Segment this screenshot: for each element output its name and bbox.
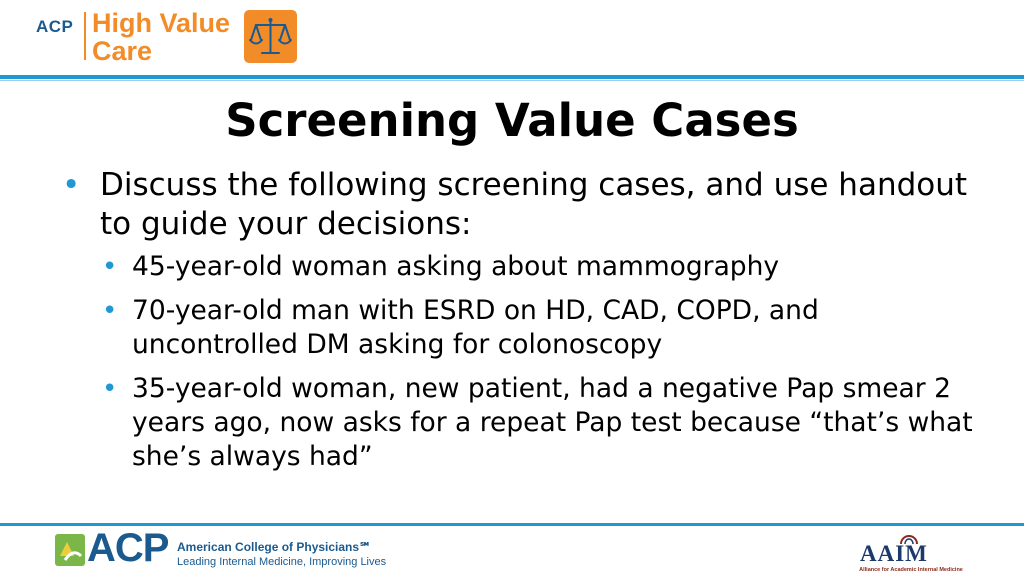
scales-of-justice-icon [244, 10, 297, 63]
slide-title: Screening Value Cases [225, 94, 799, 147]
sub-bullet [102, 250, 980, 284]
slide-content [62, 166, 980, 484]
sub-bullet-text: 45-year-old woman asking about mammography [132, 251, 780, 282]
aaim-footer-logo [846, 532, 976, 574]
bullet-marker: • [102, 374, 118, 404]
high-value-care-logo [36, 8, 306, 68]
sub-bullet [102, 294, 980, 362]
aaim-subtitle: Alliance for Academic Internal Medicine [859, 567, 963, 573]
sub-bullet-text: 35-year-old woman, new patient, had a negative Pap smear 2 years ago, now asks for a repeat Pap test because “that’s what she’s always had” [132, 373, 973, 472]
acp-mark-icon [55, 534, 85, 566]
hv-logo-line1: High Value [92, 8, 231, 38]
sub-bullet-text: 70-year-old man with ESRD on HD, CAD, COPD, and uncontrolled DM asking for colonoscopy [132, 295, 819, 360]
acp-tagline: Leading Internal Medicine, Improving Lives [177, 556, 387, 568]
aaim-wordmark: AAIM [860, 541, 928, 566]
bullet-marker: • [62, 167, 81, 203]
header-divider-shadow [0, 80, 1024, 81]
sub-bullet-list [102, 250, 980, 474]
bullet-marker: • [102, 252, 118, 282]
header-divider [0, 75, 1024, 79]
hv-logo-acp-text: ACP [36, 17, 74, 36]
hv-logo-divider [84, 12, 86, 60]
hv-logo-line2: Care [92, 36, 153, 66]
bullet-marker: • [102, 296, 118, 326]
acp-wordmark: ACP [87, 526, 169, 570]
bullet-level1 [62, 166, 980, 244]
bullet-text: Discuss the following screening cases, and use handout to guide your decisions: [100, 167, 968, 242]
acp-footer-logo [55, 526, 387, 572]
acp-org-name: American College of Physicians℠ [177, 540, 372, 554]
sub-bullet [102, 372, 980, 474]
